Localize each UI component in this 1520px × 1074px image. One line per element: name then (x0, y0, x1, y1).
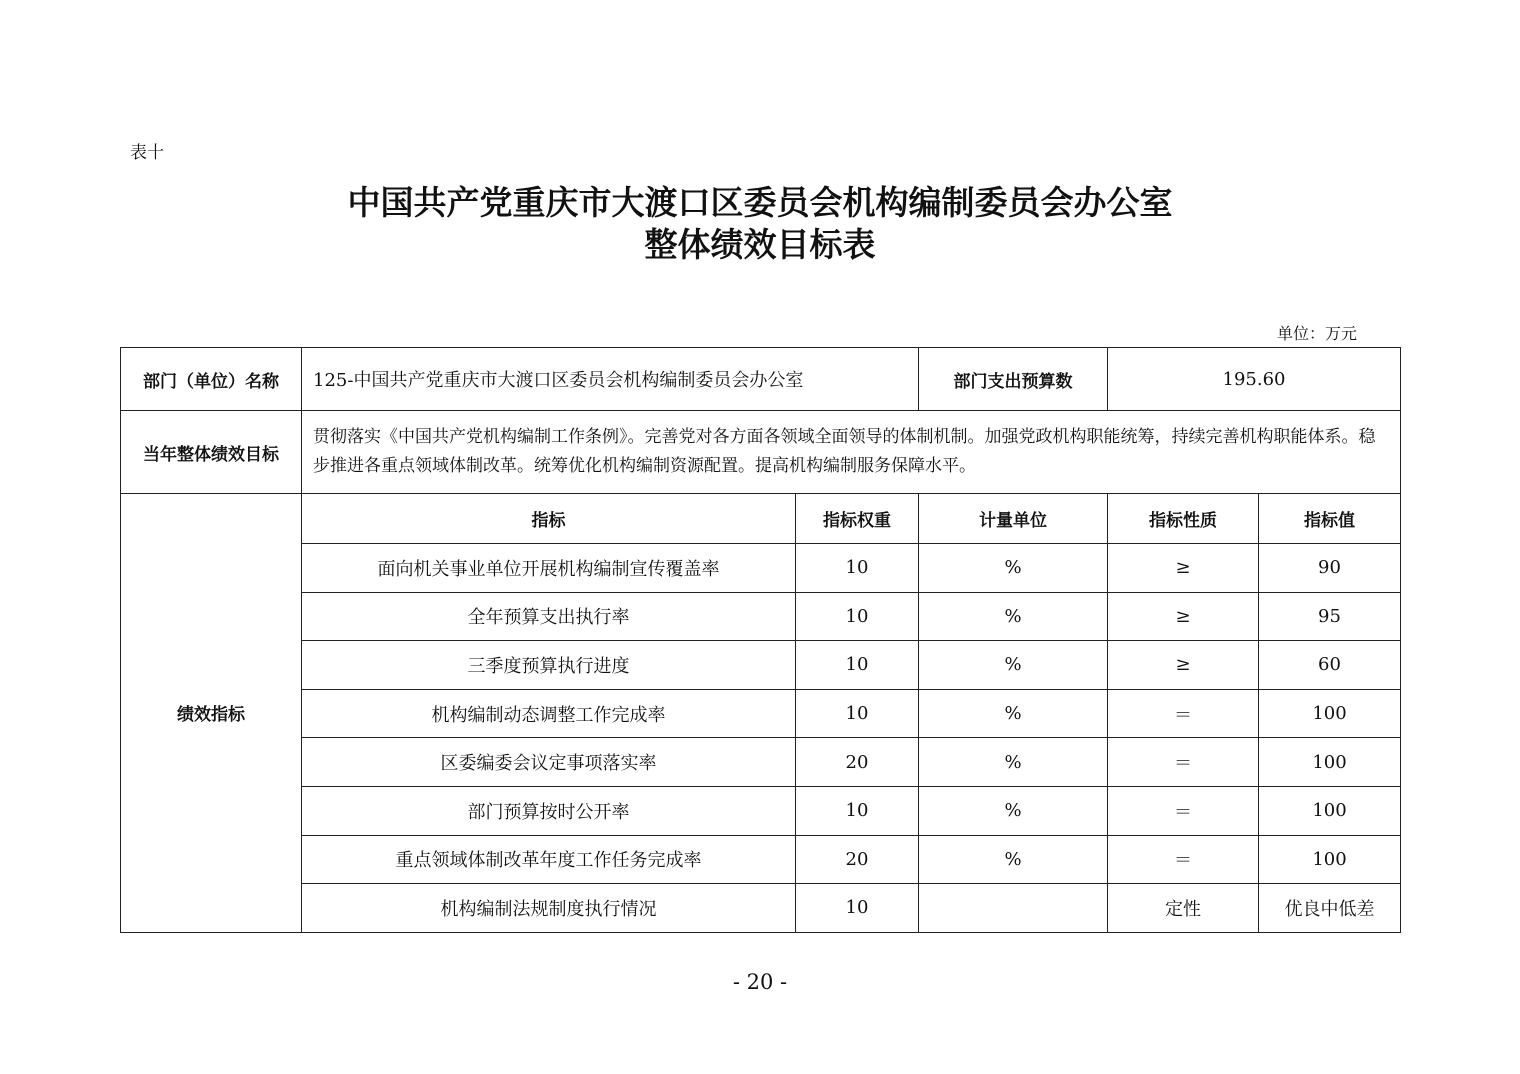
table-cell (919, 884, 1108, 933)
page-number: - 20 - (732, 970, 788, 994)
table-cell: 100 (1259, 786, 1401, 835)
table-number: 表十 (130, 143, 164, 163)
table-cell: % (919, 689, 1108, 738)
budget-label: 部门支出预算数 (919, 348, 1108, 411)
table-cell: 20 (796, 835, 919, 884)
page-subtitle: 整体绩效目标表 (644, 225, 876, 264)
table-cell: 定性 (1108, 884, 1259, 933)
goal-value: 贯彻落实《中国共产党机构编制工作条例》。完善党对各方面各领域全面领导的体制机制。加强党政机构职能统筹，持续完善机构职能体系。稳步推进各重点领域体制改革。统筹优化机构编制资源配置。提高机构编制服务保障水平。 (302, 411, 1401, 494)
table-cell: 100 (1259, 689, 1401, 738)
header-cell: 指标 (302, 494, 796, 544)
table-cell: ≥ (1108, 592, 1259, 641)
goal-row (121, 411, 1401, 494)
table-cell: 60 (1259, 641, 1401, 690)
table-cell: 重点领域体制改革年度工作任务完成率 (302, 835, 796, 884)
goal-label: 当年整体绩效目标 (121, 411, 302, 494)
table-cell: % (919, 592, 1108, 641)
dept-row (121, 348, 1401, 411)
table-cell: 100 (1259, 835, 1401, 884)
table-cell: 三季度预算执行进度 (302, 641, 796, 690)
table-cell: ≥ (1108, 641, 1259, 690)
table-cell: % (919, 641, 1108, 690)
table-cell: 100 (1259, 738, 1401, 787)
table-row (121, 544, 1401, 593)
table-row (121, 786, 1401, 835)
table-cell: ＝ (1108, 689, 1259, 738)
unit-note: 单位：万元 (1276, 324, 1357, 343)
table-row (121, 689, 1401, 738)
table-cell: 10 (796, 689, 919, 738)
header-cell: 指标性质 (1108, 494, 1259, 544)
header-cell: 指标权重 (796, 494, 919, 544)
table-cell: % (919, 835, 1108, 884)
table-cell: 10 (796, 641, 919, 690)
table-cell: ＝ (1108, 786, 1259, 835)
table-cell: ＝ (1108, 738, 1259, 787)
table-cell: 机构编制法规制度执行情况 (302, 884, 796, 933)
table-cell: 面向机关事业单位开展机构编制宣传覆盖率 (302, 544, 796, 593)
table-cell: % (919, 738, 1108, 787)
table-cell: 10 (796, 592, 919, 641)
performance-table (120, 347, 1401, 933)
budget-value: 195.60 (1108, 348, 1401, 411)
dept-label: 部门（单位）名称 (121, 348, 302, 411)
table-cell: 部门预算按时公开率 (302, 786, 796, 835)
header-cell: 指标值 (1259, 494, 1401, 544)
header-row (121, 494, 1401, 544)
table-row (121, 884, 1401, 933)
table-row (121, 738, 1401, 787)
table-cell: 优良中低差 (1259, 884, 1401, 933)
table-cell: 全年预算支出执行率 (302, 592, 796, 641)
table-cell: 95 (1259, 592, 1401, 641)
table-cell: 10 (796, 786, 919, 835)
table-cell: 20 (796, 738, 919, 787)
table-row (121, 835, 1401, 884)
table-cell: 10 (796, 544, 919, 593)
table-cell: 机构编制动态调整工作完成率 (302, 689, 796, 738)
table-cell: % (919, 544, 1108, 593)
table-cell: 区委编委会议定事项落实率 (302, 738, 796, 787)
table-cell: 90 (1259, 544, 1401, 593)
table-cell: % (919, 786, 1108, 835)
table-cell: ＝ (1108, 835, 1259, 884)
header-cell: 计量单位 (919, 494, 1108, 544)
table-row (121, 592, 1401, 641)
table-row (121, 641, 1401, 690)
table-cell: 10 (796, 884, 919, 933)
indicators-label: 绩效指标 (121, 494, 302, 933)
dept-value: 125-中国共产党重庆市大渡口区委员会机构编制委员会办公室 (302, 348, 919, 411)
table-cell: ≥ (1108, 544, 1259, 593)
page-title: 中国共产党重庆市大渡口区委员会机构编制委员会办公室 (347, 183, 1173, 222)
